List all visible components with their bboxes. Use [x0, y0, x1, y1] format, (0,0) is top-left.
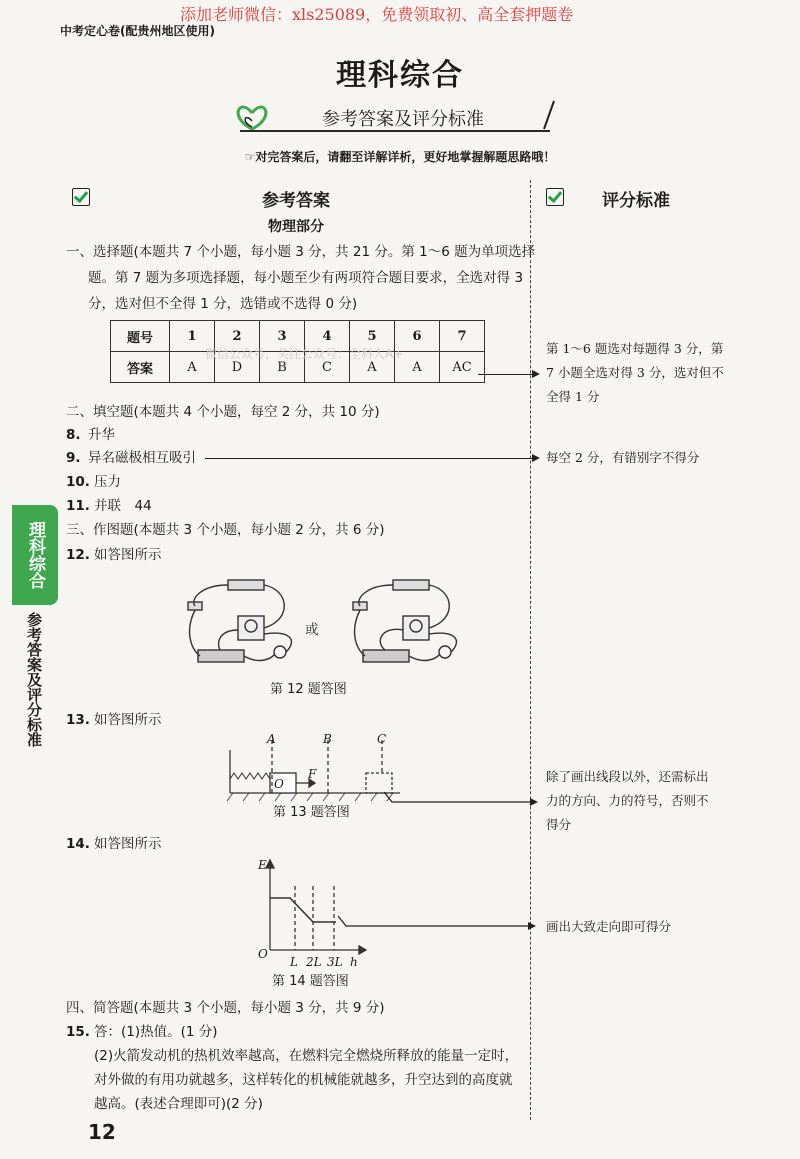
score-q14: 画出大致走向即可得分 [546, 919, 672, 934]
table-cell: A [395, 352, 440, 383]
section2-title: 二、填空题(本题共 4 个小题，每空 2 分，共 10 分) [66, 404, 380, 420]
q14-answer: 如答图所示 [94, 836, 162, 852]
score-fill-blank: 每空 2 分，有错别字不得分 [546, 450, 700, 465]
table-cell: D [215, 352, 260, 383]
arrow-connector [205, 458, 538, 459]
q15-part2-line2: 对外做的有用功就越多，这样转化的机械能就越多，升空达到的高度就 [94, 1072, 513, 1088]
q9-number: 9. [66, 450, 81, 466]
section1-line1: 一、选择题(本题共 7 个小题，每小题 3 分，共 21 分。第 1～6 题为单项选择 [66, 244, 536, 260]
table-cell: C [305, 352, 350, 383]
score-q1-7-l3: 全得 1 分 [546, 389, 600, 404]
label-c: C [377, 732, 387, 746]
table-cell: 7 [440, 321, 485, 352]
q8-number: 8. [66, 427, 81, 443]
label-2l: 2L [306, 955, 322, 969]
q13-answer: 如答图所示 [94, 712, 162, 728]
checkbox-icon [72, 188, 90, 206]
checkbox-icon [546, 188, 564, 206]
circuit-diagrams [180, 570, 480, 680]
q15-part1: 答：(1)热值。(1 分) [94, 1024, 218, 1040]
table-cell: 3 [260, 321, 305, 352]
score-q1-7-l2: 7 小题全选对得 3 分，选对但不 [546, 365, 724, 380]
section1-line3: 分，选对但不全得 1 分，选错或不选得 0 分) [88, 296, 358, 312]
table-cell: 答案 [111, 352, 170, 383]
answer-header: 参考答案 [262, 191, 330, 211]
series-title: 中考定心卷(配贵州地区使用) [60, 24, 215, 38]
label-3l: 3L [327, 955, 343, 969]
table-cell: 题号 [111, 321, 170, 352]
score-header: 评分标准 [602, 191, 670, 211]
q15-part2-line3: 越高。(表述合理即可)(2 分) [94, 1096, 263, 1112]
score-q1-7-l1: 第 1～6 题选对每题得 3 分，第 [546, 341, 724, 356]
rheostat-icon [198, 650, 244, 662]
sidebar-tab: 理科综合 [12, 505, 58, 605]
table-cell: AC [440, 352, 485, 383]
label-b: B [323, 732, 332, 746]
battery-icon [228, 580, 264, 590]
label-o: O [274, 777, 284, 791]
q15-number: 15. [66, 1024, 90, 1040]
table-cell: B [260, 352, 305, 383]
banner-title: 参考答案及评分标准 [322, 109, 484, 130]
label-f: F [308, 767, 317, 781]
q12-number: 12. [66, 547, 90, 563]
q10-number: 10. [66, 474, 90, 490]
fig13-caption: 第 13 题答图 [273, 805, 350, 820]
q10-answer: 压力 [94, 474, 121, 490]
score-q13-l3: 得分 [546, 817, 572, 832]
q8-answer: 升华 [88, 427, 115, 443]
label-origin: O [258, 947, 268, 961]
fig12-caption: 第 12 题答图 [270, 682, 347, 697]
label-h: h [350, 955, 358, 969]
q9-answer: 异名磁极相互吸引 [88, 450, 196, 466]
fig14-graph [258, 858, 368, 958]
table-cell: A [350, 352, 395, 383]
section1-line2: 题。第 7 题为多项选择题，每小题至少有两项符合题目要求，全选对得 3 [88, 270, 524, 286]
arrow-connector [384, 790, 544, 810]
arrow-connector [338, 912, 543, 934]
fig14-caption: 第 14 题答图 [272, 974, 349, 989]
section3-title: 三、作图题(本题共 3 个小题，每小题 2 分，共 6 分) [66, 522, 385, 538]
table-cell: 6 [395, 321, 440, 352]
q14-number: 14. [66, 836, 90, 852]
table-cell: A [170, 352, 215, 383]
hint-text: ☞对完答案后，请翻至详解详析，更好地掌握解题思路哦！ [244, 150, 556, 164]
score-q13-l1: 除了画出线段以外，还需标出 [546, 769, 709, 784]
banner-underline [240, 130, 550, 132]
arrow-connector [478, 374, 538, 375]
sidebar-subtitle: 参考答案及评分标准 [25, 612, 43, 747]
column-divider [530, 180, 531, 1120]
table-cell: 4 [305, 321, 350, 352]
q13-number: 13. [66, 712, 90, 728]
page-number: 12 [88, 1120, 116, 1144]
q15-part2-line1: (2)火箭发动机的热机效率越高，在燃料完全燃烧所释放的能量一定时， [94, 1048, 519, 1064]
bulb-icon [274, 646, 286, 658]
label-e: E [258, 858, 267, 872]
watermark-text: 微信公众号，关注公众号：全科人A+ [205, 347, 404, 361]
q12-answer: 如答图所示 [94, 547, 162, 563]
label-a: A [267, 732, 276, 746]
table-cell: 1 [170, 321, 215, 352]
section4-title: 四、简答题(本题共 3 个小题，每小题 3 分，共 9 分) [66, 1000, 385, 1016]
or-text: 或 [305, 622, 319, 638]
page-title: 理科综合 [336, 58, 464, 93]
q11-number: 11. [66, 498, 90, 514]
label-l: L [290, 955, 298, 969]
subsection-title: 物理部分 [268, 219, 324, 235]
watermark-text: 添加老师微信：xls25089，免费领取初、高全套押题卷 [180, 5, 574, 24]
score-q13-l2: 力的方向、力的符号，否则不 [546, 793, 709, 808]
table-cell: 5 [350, 321, 395, 352]
q11-answer: 并联 44 [94, 498, 152, 514]
table-cell: 2 [215, 321, 260, 352]
